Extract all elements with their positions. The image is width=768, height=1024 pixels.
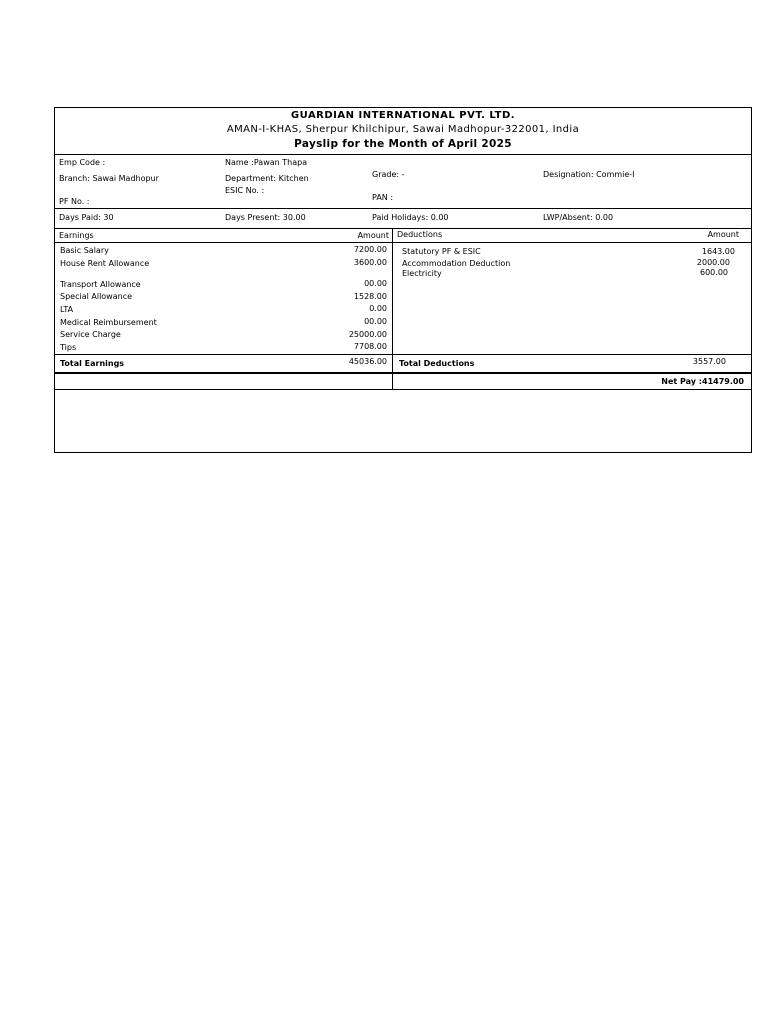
esic-number: ESIC No. : [225,186,265,195]
deductions-amount-header: Amount [707,230,739,239]
total-earnings-value: 45036.00 [348,357,387,366]
earning-amount: 00.00 [364,317,387,326]
deduction-amount: 1643.00 [701,247,735,256]
net-pay: Net Pay :41479.00 [661,377,744,386]
earning-label: House Rent Allowance [60,259,150,268]
grade: Grade: - [372,170,405,179]
payslip-title: Payslip for the Month of April 2025 [294,138,512,150]
days-paid: Days Paid: 30 [59,213,114,222]
earning-amount: 7708.00 [353,342,387,351]
company-name: GUARDIAN INTERNATIONAL PVT. LTD. [290,110,516,121]
emp-code: Emp Code : [59,158,106,167]
deduction-label: Statutory PF & ESIC [402,247,481,256]
earnings-amount-header: Amount [357,231,389,240]
earning-label: Transport Allowance [60,280,141,289]
pf-number: PF No. : [59,197,90,206]
divider [55,372,751,374]
divider [55,354,751,355]
divider [55,208,751,209]
divider [55,154,751,155]
divider [55,389,751,390]
earning-label: LTA [60,305,74,314]
earning-label: Medical Reimbursement [60,318,157,327]
earning-amount: 25000.00 [348,330,387,339]
employee-name: Name :Pawan Thapa [225,158,308,167]
deduction-label: Electricity [402,269,442,278]
deduction-label: Accommodation Deduction [402,259,511,268]
divider [55,242,751,243]
total-deductions-label: Total Deductions [399,359,475,368]
column-divider [392,228,393,390]
branch: Branch: Sawai Madhopur [59,174,159,183]
earning-label: Tips [60,343,77,352]
earning-amount: 7200.00 [353,245,387,254]
designation: Designation: Commie-I [543,170,635,179]
lwp-absent: LWP/Absent: 0.00 [543,213,614,222]
earning-amount: 3600.00 [353,258,387,267]
department: Department: Kitchen [225,174,309,183]
pan-number: PAN : [372,193,394,202]
earning-label: Special Allowance [60,292,133,301]
earnings-header: Earnings [59,231,94,240]
deduction-amount: 2000.00 [696,258,730,267]
earning-amount: 00.00 [364,279,387,288]
company-address: AMAN-I-KHAS, Sherpur Khilchipur, Sawai Madhopur-322001, India [226,124,580,135]
paid-holidays: Paid Holidays: 0.00 [372,213,449,222]
days-present: Days Present: 30.00 [225,213,306,222]
earning-amount: 0.00 [369,304,387,313]
earning-label: Basic Salary [60,246,109,255]
divider [55,228,751,229]
earning-label: Service Charge [60,330,121,339]
deductions-header: Deductions [397,230,443,239]
total-deductions-value: 3557.00 [692,357,726,366]
payslip [54,107,752,453]
earning-amount: 1528.00 [353,292,387,301]
total-earnings-label: Total Earnings [60,359,125,368]
deduction-amount: 600.00 [700,268,728,277]
